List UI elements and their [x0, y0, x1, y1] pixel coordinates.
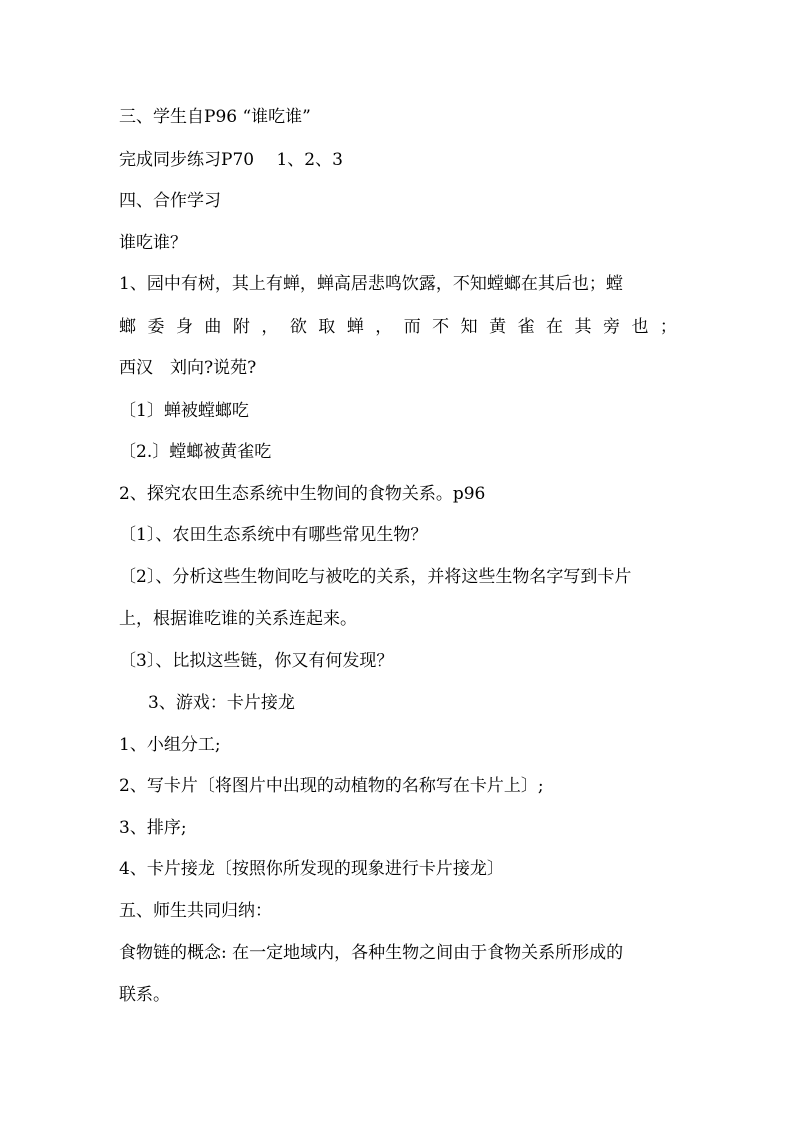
char: ， [261, 317, 279, 337]
char: 蝉 [346, 317, 364, 337]
char: 在 [546, 317, 564, 337]
section-heading-three: 三、学生自P96 “谁吃谁” [119, 107, 311, 127]
list-item: 〔1〕蝉被螳螂吃 [119, 401, 249, 421]
char: 黄 [489, 317, 507, 337]
list-item: 〔3〕、比拟这些链，你又有何发现？ [119, 651, 394, 671]
paragraph-line: 上，根据谁吃谁的关系连起来。 [119, 609, 357, 629]
paragraph-exercise: 完成同步练习P70 1、2、3 [119, 150, 343, 170]
char: 知 [460, 317, 478, 337]
citation: 西汉 刘向?说苑? [119, 358, 257, 378]
char: 其 [574, 317, 592, 337]
paragraph-line: 1、园中有树，其上有蝉，蝉高居悲鸣饮露，不知螳螂在其后也；螳 [119, 274, 623, 294]
paragraph-line: 联系。 [119, 985, 170, 1005]
char: 螂 [119, 317, 136, 337]
list-item: 2、写卡片〔将图片中出现的动植物的名称写在卡片上〕; [119, 776, 544, 796]
list-item: 4、卡片接龙〔按照你所发现的现象进行卡片接龙〕 [119, 859, 504, 879]
section-heading-five: 五、师生共同归纳： [119, 901, 272, 921]
list-item: 〔2〕、分析这些生物间吃与被吃的关系，并将这些生物名字写到卡片 [119, 567, 632, 587]
char: 委 [147, 317, 165, 337]
list-item: 〔2.〕螳螂被黄雀吃 [119, 442, 272, 462]
char: ； [659, 317, 677, 337]
char: 曲 [204, 317, 222, 337]
char: 雀 [517, 317, 535, 337]
char: 旁 [602, 317, 620, 337]
section-heading-four: 四、合作学习 [119, 191, 221, 211]
list-item: 〔1〕、农田生态系统中有哪些常见生物？ [119, 525, 428, 545]
char: 取 [318, 317, 336, 337]
char: 欲 [289, 317, 307, 337]
char: 身 [175, 317, 193, 337]
paragraph-line: 食物链的概念: 在一定地域内，各种生物之间由于食物关系所形成的 [119, 943, 624, 963]
char: 不 [432, 317, 450, 337]
subheading-game: 3、游戏：卡片接龙 [148, 693, 295, 713]
char: 而 [403, 317, 421, 337]
char: ， [375, 317, 393, 337]
list-item: 1、小组分工; [119, 735, 221, 755]
char: 也 [631, 317, 649, 337]
paragraph-line: 2、探究农田生态系统中生物间的食物关系。p96 [119, 484, 486, 504]
char: 附 [232, 317, 250, 337]
list-item: 3、排序; [119, 818, 187, 838]
paragraph-line-justified [119, 316, 677, 338]
subheading-who-eats-whom: 谁吃谁？ [119, 233, 187, 253]
